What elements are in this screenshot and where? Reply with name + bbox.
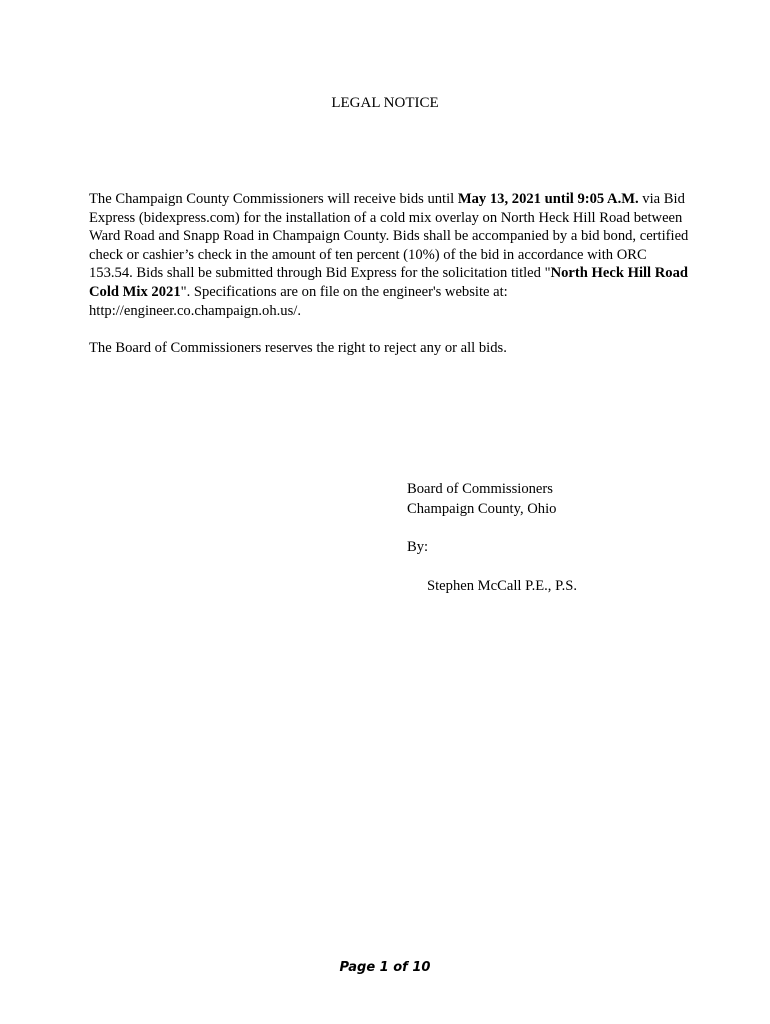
bid-notice-paragraph bbox=[89, 190, 689, 320]
signature-block bbox=[407, 480, 707, 596]
bid-deadline: May 13, 2021 until 9:05 A.M. bbox=[457, 191, 639, 207]
signatory-name: Stephen McCall P.E., P.S. bbox=[427, 577, 578, 594]
signature-county: Champaign County, Ohio bbox=[407, 500, 557, 517]
reservation-paragraph: The Board of Commissioners reserves the right to reject any or all bids. bbox=[89, 340, 507, 356]
signature-board: Board of Commissioners bbox=[407, 481, 553, 497]
paragraph-text-b: via Bid Express (bidexpress.com) for the installation of a cold mix overlay on North Heck Hill Road between Ward Road and Snapp Road in Champaign County. Bids shall be accompanied by a bid bond, certified check or cashier’s check in the amount of ten percent (10%) of the bid in accordance with ORC 153.54. Bids shall be submitted through Bid Express for the solicitation titled " bbox=[89, 191, 689, 282]
paragraph-text-c: ". Specifications are on file on the engineer's website at: http://engineer.co.champaign.oh.us/. bbox=[89, 283, 508, 319]
paragraph-text-a: The Champaign County Commissioners will receive bids until bbox=[89, 191, 458, 207]
signature-by: By: bbox=[407, 539, 429, 555]
solicitation-title: North Heck Hill Road Cold Mix 2021 bbox=[89, 265, 689, 300]
document-title: LEGAL NOTICE bbox=[331, 95, 439, 111]
page-number: Page 1 of 10 bbox=[339, 960, 431, 975]
